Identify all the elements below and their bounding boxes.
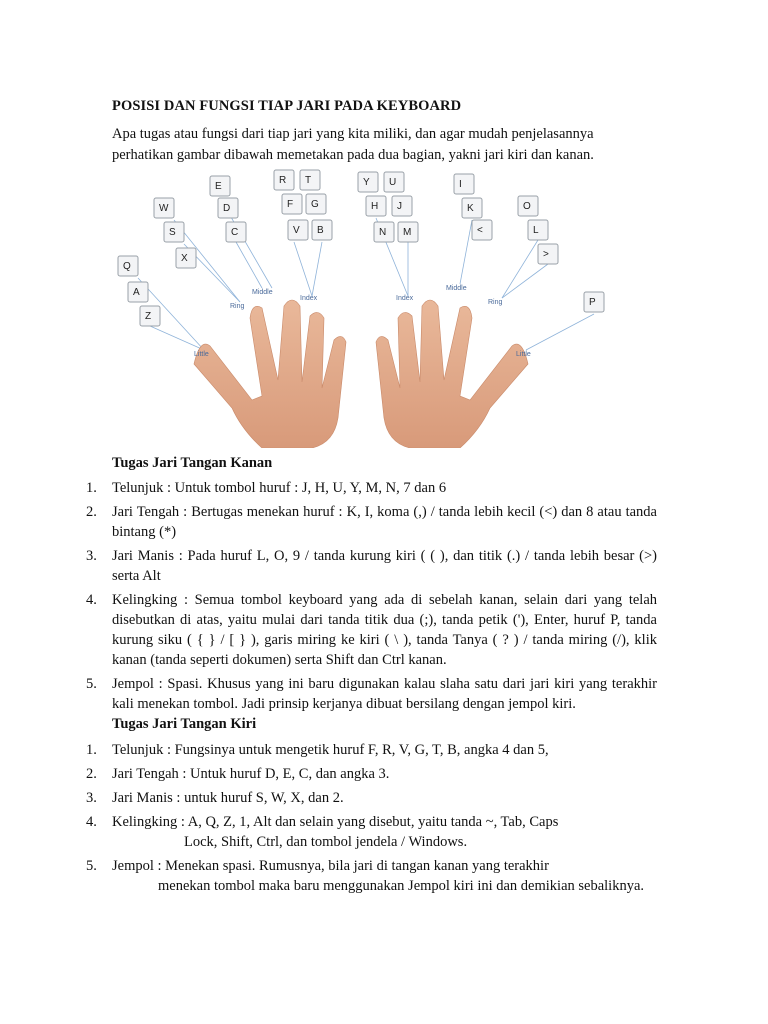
svg-text:S: S (169, 227, 176, 238)
key-left-3 (154, 198, 174, 218)
svg-text:D: D (223, 203, 231, 214)
key-right-12 (584, 292, 604, 312)
finger-label-right-2: Ring (488, 299, 503, 306)
list-item: 4. Kelingking : A, Q, Z, 1, Alt dan selain yang disebut, yaitu tanda ~, Tab, Caps Lock, Shift, Ctrl, dan tombol jendela / Windows. (86, 814, 559, 850)
key-left-5 (282, 194, 302, 214)
left-hand-heading: Tugas Jari Tangan Kiri (112, 716, 257, 732)
key-right-8 (398, 222, 418, 242)
key-left-0 (210, 176, 230, 196)
svg-text:Q: Q (123, 261, 131, 272)
key-left-7 (164, 222, 184, 242)
intro-paragraph: Apa tugas atau fungsi dari tiap jari yang kita miliki, dan agar mudah penjelasannya perhatikan gambar dibawah memetakan pada dua bagian, yakni jari kiri dan kanan. (112, 126, 594, 163)
key-right-0 (358, 172, 378, 192)
list-item: 3. Jari Manis : untuk huruf S, W, X, dan 2. (86, 790, 344, 806)
key-left-4 (218, 198, 238, 218)
svg-text:I: I (459, 179, 462, 190)
svg-text:Z: Z (145, 311, 152, 322)
key-right-9 (472, 220, 492, 240)
svg-text:C: C (231, 227, 239, 238)
svg-text:K: K (467, 203, 474, 214)
list-item: 2. Jari Tengah : Bertugas menekan huruf : K, I, koma (,) / tanda lebih kecil (<) dan 8 atau tanda bintang (*) (86, 504, 657, 540)
key-right-7 (374, 222, 394, 242)
key-right-2 (454, 174, 474, 194)
list-item: 2. Jari Tengah : Untuk huruf D, E, C, dan angka 3. (86, 766, 390, 782)
right-hand-image (376, 300, 528, 448)
left-hand-list (86, 740, 657, 896)
right-hand-heading: Tugas Jari Tangan Kanan (112, 455, 273, 471)
svg-text:F: F (287, 199, 294, 210)
svg-text:Y: Y (363, 177, 370, 188)
svg-text:M: M (403, 227, 412, 238)
finger-label-left-1: Ring (230, 303, 245, 310)
svg-text:X: X (181, 253, 188, 264)
finger-label-right-3: Little (516, 351, 531, 358)
key-left-8 (226, 222, 246, 242)
key-left-6 (306, 194, 326, 214)
key-left-11 (176, 248, 196, 268)
key-left-1 (274, 170, 294, 190)
list-item: 3. Jari Manis : Pada huruf L, O, 9 / tanda kurung kiri ( ( ), dan titik (.) / tanda lebih besar (>) serta Alt (86, 548, 657, 584)
svg-text:>: > (543, 249, 549, 260)
key-left-9 (288, 220, 308, 240)
svg-text:J: J (397, 201, 402, 212)
key-left-13 (128, 282, 148, 302)
svg-text:A: A (133, 287, 140, 298)
list-item: 5. Jempol : Menekan spasi. Rumusnya, bila jari di tangan kanan yang terakhir menekan tombol maka baru menggunakan Jempol kiri ini dan demikian sebaliknya. (86, 858, 645, 894)
svg-text:T: T (305, 175, 312, 186)
key-right-6 (518, 196, 538, 216)
svg-text:U: U (389, 177, 397, 188)
left-hand-image (194, 300, 346, 448)
finger-label-left-3: Little (194, 351, 209, 358)
svg-text:E: E (215, 181, 222, 192)
svg-text:O: O (523, 201, 531, 212)
svg-text:H: H (371, 201, 379, 212)
list-item: 5. Jempol : Spasi. Khusus yang ini baru digunakan kalau slaha satu dari jari kiri yang terakhir kali menekan tombol. Jadi prinsip kerjanya dibuat bersilang dengan jempol kiri. (86, 676, 657, 712)
key-right-1 (384, 172, 404, 192)
svg-text:B: B (317, 225, 324, 236)
key-right-5 (462, 198, 482, 218)
key-left-10 (312, 220, 332, 240)
key-right-4 (392, 196, 412, 216)
key-right-11 (538, 244, 558, 264)
page-title: POSISI DAN FUNGSI TIAP JARI PADA KEYBOARD (112, 98, 462, 114)
finger-label-left-2: Index (300, 295, 318, 302)
svg-text:<: < (477, 225, 483, 236)
list-item: 1. Telunjuk : Fungsinya untuk mengetik huruf F, R, V, G, T, B, angka 4 dan 5, (86, 742, 549, 758)
svg-text:V: V (293, 225, 300, 236)
keyboard-finger-diagram (112, 168, 610, 448)
svg-text:L: L (533, 225, 539, 236)
svg-text:G: G (311, 199, 319, 210)
key-left-14 (140, 306, 160, 326)
finger-label-right-0: Index (396, 295, 414, 302)
list-item: 1. Telunjuk : Untuk tombol huruf : J, H, U, Y, M, N, 7 dan 6 (86, 480, 447, 496)
svg-text:R: R (279, 175, 287, 186)
finger-label-right-1: Middle (446, 285, 467, 292)
list-item: 4. Kelingking : Semua tombol keyboard yang ada di sebelah kanan, selain dari yang telah disebutkan di atas, yaitu mulai dari tanda titik dua (;), tanda petik ('), Enter, huruf P, tanda kurung siku ( { } / [ } ), garis miring ke kiri ( \ ), tanda Tanya ( ? ) / tanda miring (/), klik kanan (tanda seperti dokumen) serta Shift dan Ctrl kanan. (86, 592, 657, 668)
key-left-12 (118, 256, 138, 276)
key-right-3 (366, 196, 386, 216)
svg-text:N: N (379, 227, 387, 238)
finger-label-left-0: Middle (252, 289, 273, 296)
svg-text:W: W (159, 203, 169, 214)
key-left-2 (300, 170, 320, 190)
right-hand-list (86, 478, 657, 714)
svg-text:P: P (589, 297, 596, 308)
key-right-10 (528, 220, 548, 240)
